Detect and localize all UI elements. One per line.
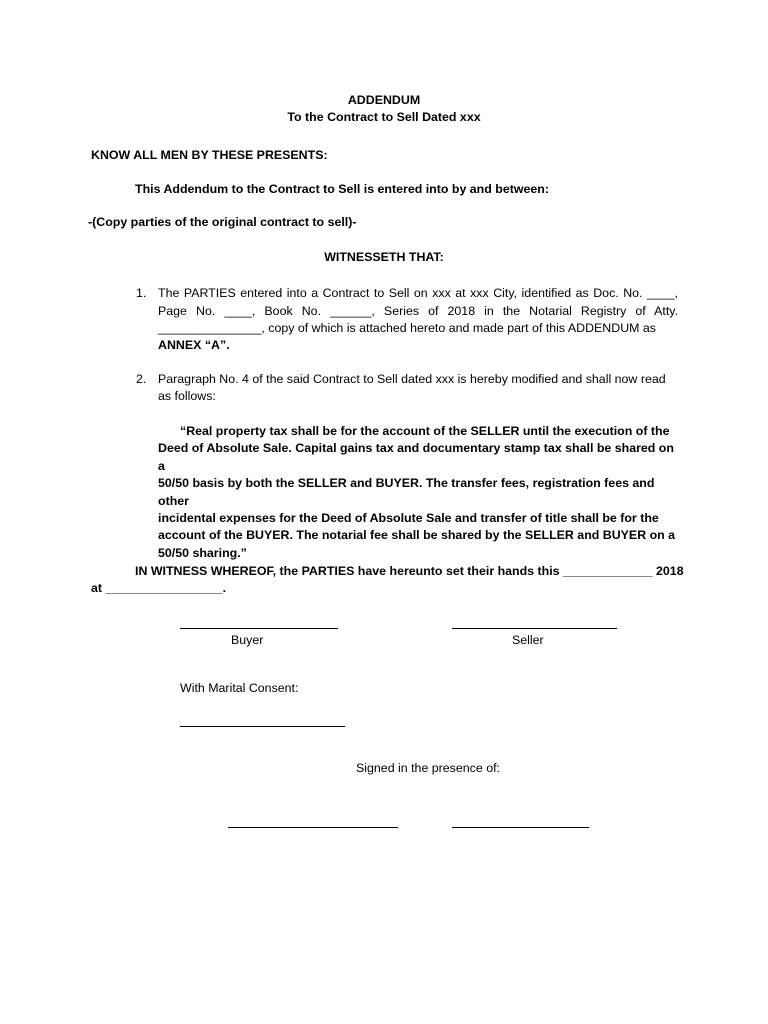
buyer-label: Buyer (231, 633, 264, 647)
know-all-heading: KNOW ALL MEN BY THESE PRESENTS: (91, 148, 328, 162)
quote-line: 50/50 sharing.” (158, 545, 247, 560)
item-2-number: 2. (136, 372, 147, 386)
buyer-signature-line (180, 628, 338, 629)
document-subtitle (0, 110, 768, 124)
witnesseth-heading (0, 250, 768, 264)
title-text: ADDENDUM (347, 93, 421, 107)
witnesseth-text: WITNESSETH THAT: (324, 250, 444, 264)
document-title (0, 93, 768, 107)
subtitle-text: To the Contract to Sell Dated xxx (287, 110, 481, 124)
witness-at-line: at _________________. (91, 581, 227, 595)
copy-parties-note: -(Copy parties of the original contract to sell)- (88, 215, 357, 229)
marital-consent-signature-line (180, 726, 345, 727)
item-2-line-2: as follows: (158, 389, 216, 403)
seller-signature-line (452, 628, 617, 629)
witness-2-signature-line (452, 827, 589, 828)
quote-line: “Real property tax shall be for the account of the SELLER until the execution of the (180, 424, 670, 438)
item-2-line-1: Paragraph No. 4 of the said Contract to Sell dated xxx is hereby modified and shall now read (158, 372, 666, 386)
quote-line: 50/50 basis by both the SELLER and BUYER. The transfer fees, registration fees and other (158, 476, 655, 508)
quote-line: account of the BUYER. The notarial fee shall be shared by the SELLER and BUYER on a (158, 528, 676, 543)
quoted-paragraph (158, 423, 678, 562)
marital-consent-label: With Marital Consent: (180, 681, 299, 695)
item-1-text: The PARTIES entered into a Contract to Sell on xxx at xxx City, identified as Doc. No. ____, Page No. ____, Book No. ______, Series of 2018 in the Notarial Registry of Atty. _______________, copy of which is attached hereto and made part of this ADDENDUM as (158, 286, 678, 336)
seller-label: Seller (512, 633, 544, 647)
item-1-number: 1. (136, 286, 147, 300)
witness-whereof-line: IN WITNESS WHEREOF, the PARTIES have hereunto set their hands this _____________ 2018 (135, 564, 684, 578)
witness-1-signature-line (228, 827, 398, 828)
signed-presence-label: Signed in the presence of: (356, 761, 500, 775)
quote-line: Deed of Absolute Sale. Capital gains tax and documentary stamp tax shall be shared on a (158, 441, 674, 473)
item-1-annex: ANNEX “A”. (158, 338, 230, 352)
quote-line: incidental expenses for the Deed of Absolute Sale and transfer of title shall be for the (158, 511, 659, 526)
intro-paragraph: This Addendum to the Contract to Sell is entered into by and between: (135, 182, 549, 196)
